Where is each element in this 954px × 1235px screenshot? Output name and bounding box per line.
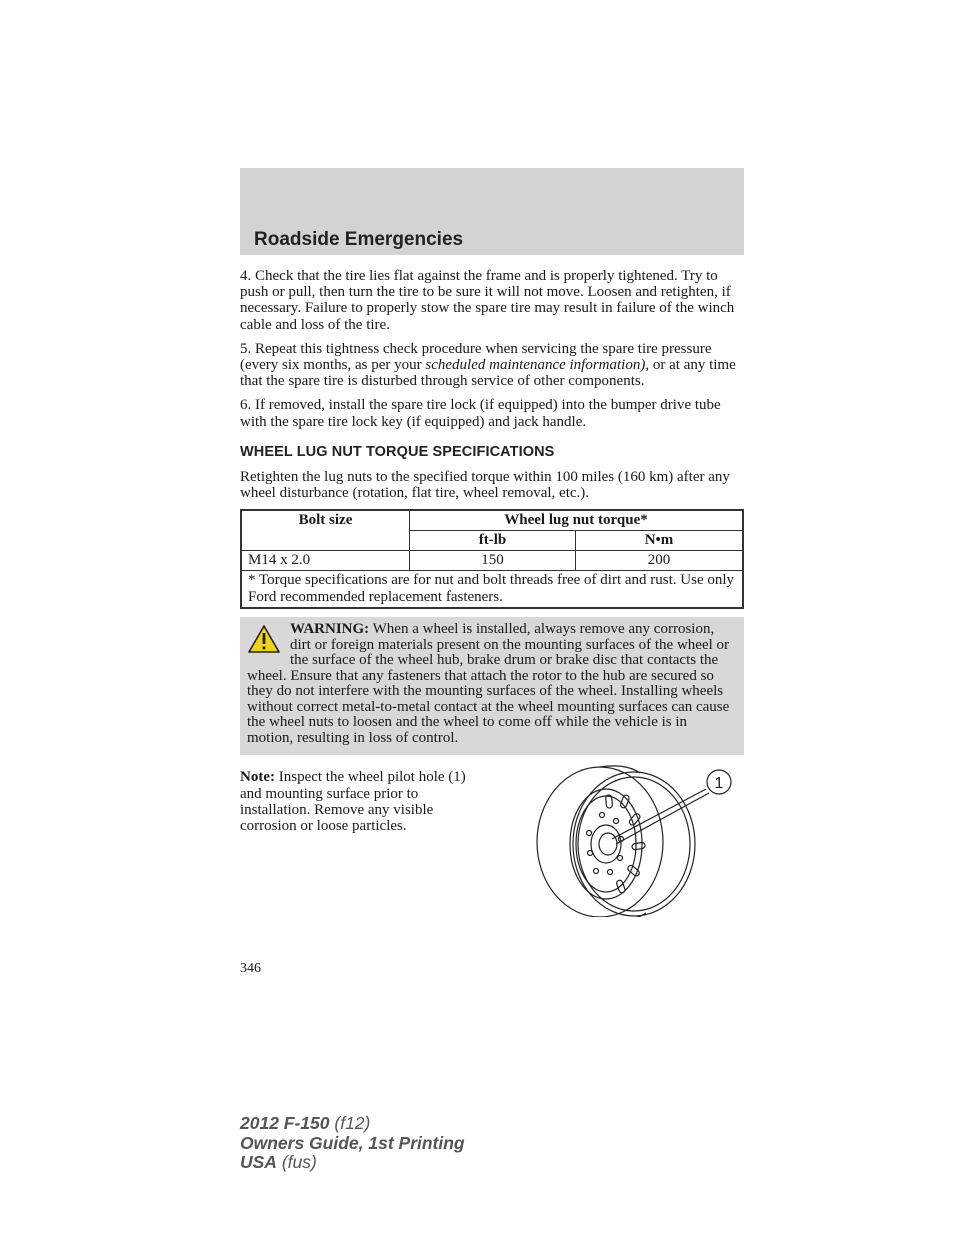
page-number: 346: [240, 961, 261, 976]
footer-model: 2012 F-150: [240, 1113, 330, 1133]
wheel-illustration: [536, 757, 736, 917]
footer-print-info: [240, 1114, 465, 1173]
header-nm: N•m: [576, 531, 744, 551]
page-title: Roadside Emergencies: [254, 229, 464, 250]
note-text: Inspect the wheel pilot hole (1) and mounting surface prior to installation. Remove any visible corrosion or loose particles.: [240, 769, 466, 835]
section-heading: WHEEL LUG NUT TORQUE SPECIFICATIONS: [240, 443, 555, 460]
header-ftlb: ft-lb: [410, 531, 576, 551]
footer-market-code: (fus): [276, 1152, 317, 1172]
torque-spec-table: [240, 509, 744, 609]
step-5-text-b: or at any time that the spare tire is disturbed through service of other components.: [240, 357, 736, 390]
header-torque: Wheel lug nut torque*: [410, 510, 744, 531]
warning-text: When a wheel is installed, always remove any corrosion, dirt or foreign materials present on the mounting surfaces of the wheel or the surface of the wheel hub, brake drum or brake disc that contacts the wheel. Ensure that any fasteners that attach the rotor to the hub are secured so they do not interfere with the mounting surfaces of the wheel. Installing wheels without correct metal-to-metal contact at the wheel mounting surfaces can cause the wheel nuts to loosen and the wheel to come off while the vehicle is in motion, resulting in loss of control.: [247, 621, 730, 746]
step-4-paragraph: 4. Check that the tire lies flat against the frame and is properly tightened. Try to push or pull, then turn the tire to be sure it will not move. Loosen and retighten, if necessary. Failure to properly stow the spare tire may result in failure of the winch cable and loss of the tire.: [240, 268, 735, 333]
maintenance-reference: scheduled maintenance information),: [425, 357, 650, 374]
step-6-paragraph: 6. If removed, install the spare tire lock (if equipped) into the bumper drive tube with the spare tire lock key (if equipped) and jack handle.: [240, 397, 721, 430]
warning-box: [240, 617, 744, 755]
footer-market: USA: [240, 1152, 277, 1172]
warning-triangle-icon: [247, 624, 281, 654]
main-content: [240, 268, 744, 929]
step-5-paragraph: [240, 341, 744, 390]
note-paragraph: [240, 769, 490, 834]
step-5-text-a: 5. Repeat this tightness check procedure when servicing the spare tire pressure (every six months, as per your: [240, 340, 712, 374]
table-row: [241, 551, 743, 571]
header-bolt-size: Bolt size: [241, 510, 410, 551]
figure-callout-1: 1: [714, 775, 724, 793]
cell-nm: 200: [576, 551, 744, 571]
footer-line-2: [240, 1134, 465, 1154]
cell-bolt-size: M14 x 2.0: [241, 551, 410, 571]
footer-model-code: (f12): [329, 1113, 371, 1133]
note-label: Note:: [240, 769, 275, 786]
section-intro: Retighten the lug nuts to the specified torque within 100 miles (160 km) after any wheel disturbance (rotation, flat tire, wheel removal, etc.).: [240, 469, 730, 502]
footer-guide-title: Owners Guide, 1st Printing: [240, 1132, 465, 1153]
note-section: [240, 769, 744, 929]
cell-ftlb: 150: [410, 551, 576, 571]
table-footnote: * Torque specifications are for nut and bolt threads free of dirt and rust. Use only Ford recommended replacement fasteners.: [241, 571, 743, 609]
section-header-band: [240, 168, 744, 255]
warning-label: WARNING:: [290, 621, 370, 638]
footer-line-3: [240, 1153, 465, 1173]
footer-line-1: [240, 1114, 465, 1134]
